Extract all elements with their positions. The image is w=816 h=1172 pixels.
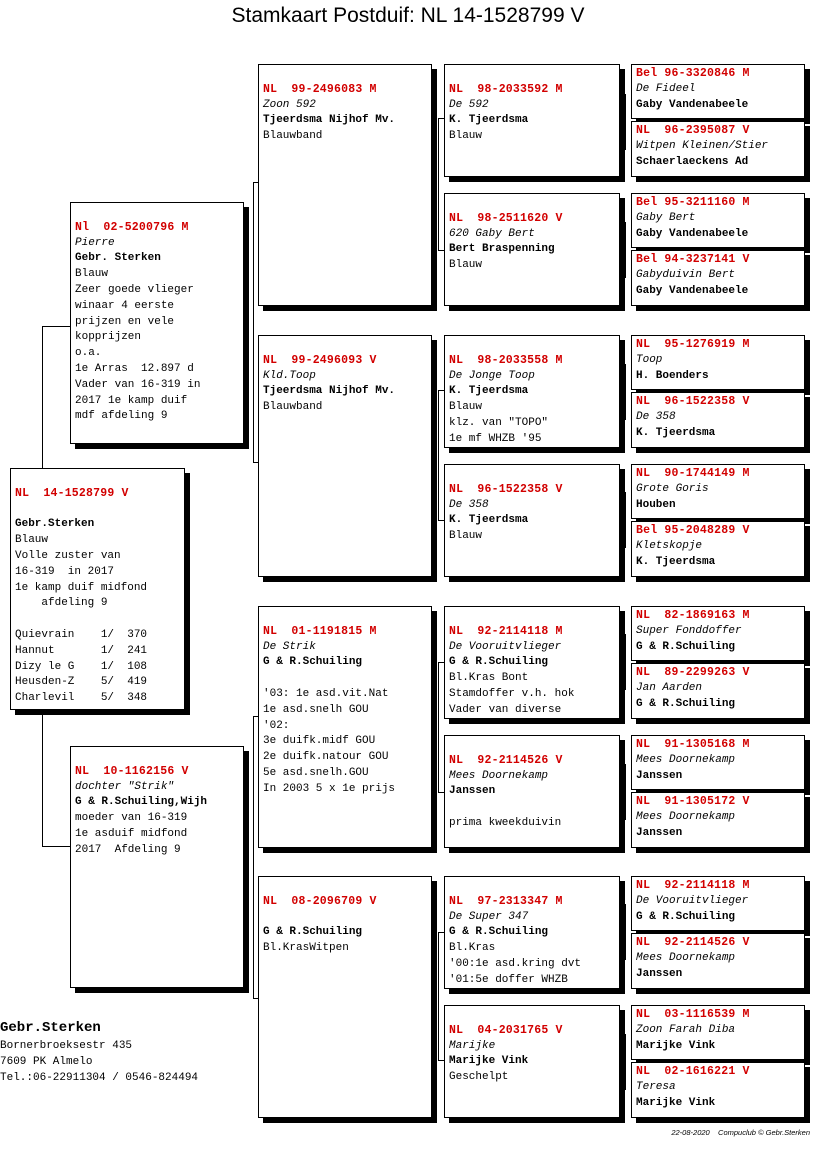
note-line: Stamdoffer v.h. hok: [449, 687, 575, 700]
color: Bl.Kras Bont: [449, 672, 529, 685]
pigeon-name: Toop: [636, 353, 663, 366]
color: Blauw: [449, 530, 483, 543]
owner: H. Boenders: [636, 369, 709, 382]
note-line: 2e duifk.natour GOU: [263, 751, 389, 764]
pigeon-name: Mees Doornekamp: [636, 810, 736, 823]
ring-number: NL 02-1616221 V: [636, 1065, 750, 1078]
ring-number: NL 96-2395087 V: [636, 124, 750, 137]
pigeon-name: 620 Gaby Bert: [449, 227, 535, 240]
pigeon-name: De Vooruitvlieger: [636, 894, 749, 907]
note-line: Heusden-Z 5/ 419: [15, 676, 148, 689]
owner: Marijke Vink: [449, 1055, 529, 1068]
note-line: afdeling 9: [15, 597, 108, 610]
breeder-phone: Tel.:06-22911304 / 0546-824494: [0, 1072, 199, 1084]
note-line: 3e duifk.midf GOU: [263, 735, 376, 748]
pigeon-name: Gabyduivin Bert: [636, 268, 736, 281]
ring-number: NL 92-2114118 M: [636, 879, 750, 892]
ring-number: NL 92-2114118 M: [449, 624, 563, 638]
owner: G & R.Schuiling: [636, 910, 736, 923]
pigeon-name: Kld.Toop: [263, 369, 316, 382]
note-line: Quievrain 1/ 370: [15, 628, 148, 641]
color: Blauw: [15, 534, 49, 547]
ring-number: NL 92-2114526 V: [449, 753, 563, 767]
pigeon-name: Mees Doornekamp: [636, 753, 736, 766]
owner: Gebr. Sterken: [75, 252, 161, 265]
pedigree-card-mmf: [444, 876, 620, 989]
owner: G & R.Schuiling,Wijh: [75, 796, 208, 809]
note-line: In 2003 5 x 1e prijs: [263, 782, 396, 795]
note-line: 1e Arras 12.897 d: [75, 362, 194, 375]
pedigree-card-mmm: [444, 1005, 620, 1118]
ring-number: NL 10-1162156 V: [75, 764, 189, 778]
pedigree-card-g12: [631, 792, 805, 848]
pigeon-name: De 358: [636, 410, 676, 423]
ring-number: NL 98-2033592 M: [449, 82, 563, 96]
pedigree-card-g5: [631, 335, 805, 390]
note-line: 1e mf WHZB '95: [449, 432, 542, 445]
color: Geschelpt: [449, 1071, 509, 1084]
pigeon-name: Gaby Bert: [636, 211, 696, 224]
owner: Janssen: [636, 967, 683, 980]
pigeon-name: Mees Doornekamp: [636, 951, 736, 964]
owner: K. Tjeerdsma: [449, 385, 529, 398]
note-line: [449, 800, 615, 816]
owner: G & R.Schuiling: [449, 656, 549, 669]
ring-number: NL 96-1522358 V: [636, 395, 750, 408]
ring-number: Bel 95-3211160 M: [636, 196, 750, 209]
pigeon-name: De Fideel: [636, 82, 696, 95]
note-line: moeder van 16-319: [75, 812, 188, 825]
note-line: klz. van "TOPO": [449, 416, 549, 429]
pedigree-card-g1: [631, 64, 805, 119]
note-line: '03: 1e asd.vit.Nat: [263, 687, 389, 700]
pedigree-card-g15: [631, 1005, 805, 1060]
pigeon-name: De 592: [449, 98, 489, 111]
color: Blauw: [449, 401, 483, 414]
print-credit: 22-08-2020 Compuclub © Gebr.Sterken: [671, 1128, 810, 1137]
pigeon-name: Teresa: [636, 1080, 676, 1093]
ring-number: NL 90-1744149 M: [636, 467, 750, 480]
ring-number: NL 08-2096709 V: [263, 894, 377, 908]
breeder-name: Gebr.Sterken: [0, 1020, 101, 1036]
pigeon-name: De Strik: [263, 640, 316, 653]
pigeon-name: Pierre: [75, 236, 115, 249]
pigeon-name: Grote Goris: [636, 482, 709, 495]
owner: G & R.Schuiling: [636, 640, 736, 653]
note-line: Hannut 1/ 241: [15, 644, 148, 657]
pigeon-name: [15, 502, 180, 518]
ring-number: NL 99-2496083 M: [263, 82, 377, 96]
note-line: winaar 4 eerste: [75, 299, 175, 312]
pedigree-card-g10: [631, 663, 805, 719]
pigeon-name: Kletskopje: [636, 539, 703, 552]
ring-number: NL 92-2114526 V: [636, 936, 750, 949]
note-line: mdf afdeling 9: [75, 410, 168, 423]
note-line: 5e asd.snelh.GOU: [263, 766, 369, 779]
pedigree-card-g3: [631, 193, 805, 248]
owner: Gebr.Sterken: [15, 518, 95, 531]
ring-number: NL 99-2496093 V: [263, 353, 377, 367]
pedigree-card-mf: [258, 606, 432, 848]
ring-number: NL 91-1305172 V: [636, 795, 750, 808]
owner: G & R.Schuiling: [636, 697, 736, 710]
owner: Janssen: [449, 785, 496, 798]
owner: Gaby Vandenabeele: [636, 284, 749, 297]
pigeon-name: Zoon Farah Diba: [636, 1023, 736, 1036]
pedigree-card-ff: [258, 64, 432, 306]
owner: Bert Braspenning: [449, 243, 555, 256]
ring-number: NL 97-2313347 M: [449, 894, 563, 908]
owner: Janssen: [636, 769, 683, 782]
note-line: Vader van diverse: [449, 703, 562, 716]
owner: Tjeerdsma Nijhof Mv.: [263, 114, 396, 127]
owner: Schaerlaeckens Ad: [636, 155, 749, 168]
pigeon-name: De Jonge Toop: [449, 369, 535, 382]
ring-number: Bel 95-2048289 V: [636, 524, 750, 537]
pedigree-card-g7: [631, 464, 805, 519]
pigeon-name: De Super 347: [449, 910, 529, 923]
ring-number: Nl 02-5200796 M: [75, 220, 189, 234]
pigeon-name: Mees Doornekamp: [449, 769, 549, 782]
pedigree-card-g8: [631, 521, 805, 577]
ring-number: NL 96-1522358 V: [449, 482, 563, 496]
note-line: [263, 671, 427, 687]
pedigree-card-subject: [10, 468, 185, 710]
owner: G & R.Schuiling: [263, 926, 363, 939]
owner: Tjeerdsma Nijhof Mv.: [263, 385, 396, 398]
pedigree-card-mm: [258, 876, 432, 1118]
color: Blauwband: [263, 401, 323, 414]
owner: K. Tjeerdsma: [449, 514, 529, 527]
note-line: [15, 612, 180, 628]
pedigree-card-father: [70, 202, 244, 444]
note-line: 1e asduif midfond: [75, 827, 188, 840]
pedigree-card-fm: [258, 335, 432, 577]
note-line: Charlevil 5/ 348: [15, 692, 148, 705]
color: Bl.Kras: [449, 942, 496, 955]
pedigree-card-g13: [631, 876, 805, 931]
pedigree-card-fmf: [444, 335, 620, 448]
pedigree-card-g16: [631, 1062, 805, 1118]
owner: Gaby Vandenabeele: [636, 227, 749, 240]
owner: Houben: [636, 498, 676, 511]
ring-number: NL 04-2031765 V: [449, 1023, 563, 1037]
color: Blauw: [75, 268, 109, 281]
ring-number: NL 89-2299263 V: [636, 666, 750, 679]
pedigree-card-g4: [631, 250, 805, 306]
owner: Janssen: [636, 826, 683, 839]
pedigree-card-g2: [631, 121, 805, 177]
pigeon-name: Jan Aarden: [636, 681, 703, 694]
pedigree-card-fmm: [444, 464, 620, 577]
breeder-address: [0, 1018, 198, 1086]
owner: K. Tjeerdsma: [636, 426, 716, 439]
owner: Marijke Vink: [636, 1096, 716, 1109]
note-line: 1e kamp duif midfond: [15, 581, 148, 594]
note-line: o.a.: [75, 347, 102, 360]
note-line: Vader van 16-319 in: [75, 378, 201, 391]
note-line: prijzen en vele: [75, 315, 175, 328]
ring-number: NL 14-1528799 V: [15, 486, 129, 500]
pigeon-name: Marijke: [449, 1039, 496, 1052]
page-title: Stamkaart Postduif: NL 14-1528799 V: [231, 4, 585, 27]
pigeon-name: Zoon 592: [263, 98, 316, 111]
pedigree-card-fff: [444, 64, 620, 177]
note-line: prima kweekduivin: [449, 816, 562, 829]
owner: Gaby Vandenabeele: [636, 98, 749, 111]
pedigree-card-ffm: [444, 193, 620, 306]
pigeon-name: [263, 910, 427, 926]
pigeon-name: Witpen Kleinen/Stier: [636, 139, 769, 152]
ring-number: NL 01-1191815 M: [263, 624, 377, 638]
owner: Marijke Vink: [636, 1039, 716, 1052]
owner: K. Tjeerdsma: [449, 114, 529, 127]
ring-number: NL 98-2033558 M: [449, 353, 563, 367]
pedigree-card-mff: [444, 606, 620, 719]
owner: G & R.Schuiling: [263, 656, 363, 669]
pigeon-name: De 358: [449, 498, 489, 511]
color: Blauw: [449, 259, 483, 272]
note-line: 2017 Afdeling 9: [75, 843, 181, 856]
ring-number: NL 95-1276919 M: [636, 338, 750, 351]
ring-number: NL 03-1116539 M: [636, 1008, 750, 1021]
owner: G & R.Schuiling: [449, 926, 549, 939]
pedigree-card-g9: [631, 606, 805, 661]
note-line: kopprijzen: [75, 331, 142, 344]
note-line: '02:: [263, 719, 290, 732]
ring-number: Bel 96-3320846 M: [636, 67, 750, 80]
pedigree-card-mfm: [444, 735, 620, 848]
pigeon-name: Super Fonddoffer: [636, 624, 742, 637]
pigeon-name: De Vooruitvlieger: [449, 640, 562, 653]
color: Blauw: [449, 130, 483, 143]
note-line: Volle zuster van: [15, 549, 121, 562]
note-line: Dizy le G 1/ 108: [15, 660, 148, 673]
ring-number: NL 98-2511620 V: [449, 211, 563, 225]
color: Bl.KrasWitpen: [263, 942, 349, 955]
pedigree-card-mother: [70, 746, 244, 988]
breeder-city: 7609 PK Almelo: [0, 1056, 93, 1068]
note-line: 1e asd.snelh GOU: [263, 703, 369, 716]
note-line: 16-319 in 2017: [15, 565, 115, 578]
pedigree-card-g14: [631, 933, 805, 989]
ring-number: Bel 94-3237141 V: [636, 253, 750, 266]
pedigree-card-g11: [631, 735, 805, 790]
color: Blauwband: [263, 130, 323, 143]
note-line: Zeer goede vlieger: [75, 283, 194, 296]
breeder-street: Bornerbroeksestr 435: [0, 1040, 133, 1052]
ring-number: NL 82-1869163 M: [636, 609, 750, 622]
note-line: '01:5e doffer WHZB: [449, 973, 568, 986]
note-line: 2017 1e kamp duif: [75, 394, 188, 407]
note-line: '00:1e asd.kring dvt: [449, 957, 582, 970]
pigeon-name: dochter "Strik": [75, 780, 175, 793]
pedigree-card-g6: [631, 392, 805, 448]
ring-number: NL 91-1305168 M: [636, 738, 750, 751]
owner: K. Tjeerdsma: [636, 555, 716, 568]
